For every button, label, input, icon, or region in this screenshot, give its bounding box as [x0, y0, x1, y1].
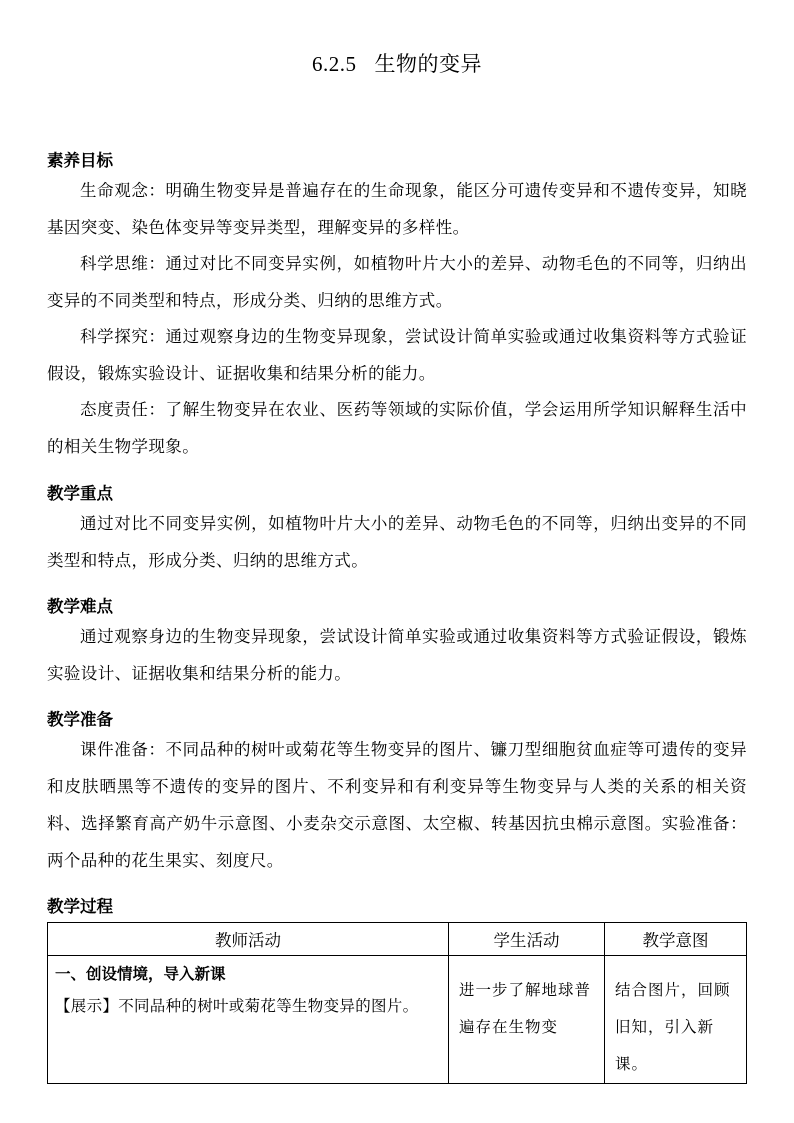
- teaching-process-table: [47, 922, 747, 1084]
- goal-paragraph: 科学思维：通过对比不同变异实例，如植物叶片大小的差异、动物毛色的不同等，归纳出变异的不同类型和特点，形成分类、归纳的思维方式。: [47, 254, 747, 310]
- student-activity-cell: [449, 956, 605, 1084]
- lesson-number: 6.2.5: [312, 52, 357, 76]
- header-teacher-activity: 教师活动: [48, 923, 449, 956]
- key-points-paragraph: 通过对比不同变异实例，如植物叶片大小的差异、动物毛色的不同等，归纳出变异的不同类型和特点，形成分类、归纳的思维方式。: [47, 514, 747, 570]
- section-heading-process: 教学过程: [47, 897, 113, 916]
- goal-paragraph: 生命观念：明确生物变异是普遍存在的生命现象，能区分可遗传变异和不遗传变异，知晓基因突变、染色体变异等变异类型，理解变异的多样性。: [47, 181, 747, 237]
- teaching-intent-cell: [605, 956, 747, 1084]
- teacher-activity-cell: [48, 956, 449, 1084]
- difficulties-paragraph: 通过观察身边的生物变异现象，尝试设计简单实验或通过收集资料等方式验证假设，锻炼实验设计、证据收集和结果分析的能力。: [47, 627, 747, 683]
- header-student-activity: 学生活动: [449, 923, 605, 956]
- student-activity-text: 进一步了解地球普遍存在生物变: [459, 981, 592, 1036]
- lesson-title: 生物的变异: [374, 52, 482, 76]
- table-row: [48, 956, 747, 1084]
- section-heading-key-points: 教学重点: [47, 484, 113, 503]
- section-heading-preparation: 教学准备: [47, 710, 113, 729]
- teaching-intent-text: 结合图片，回顾旧知，引入新课。: [615, 981, 731, 1073]
- header-teaching-intent: 教学意图: [605, 923, 747, 956]
- section-heading-goals: 素养目标: [47, 151, 113, 170]
- section-heading-difficulties: 教学难点: [47, 597, 113, 616]
- page-title: [0, 48, 794, 78]
- goal-paragraph: 科学探究：通过观察身边的生物变异现象，尝试设计简单实验或通过收集资料等方式验证假设，锻炼实验设计、证据收集和结果分析的能力。: [47, 327, 747, 383]
- preparation-paragraph: 课件准备：不同品种的树叶或菊花等生物变异的图片、镰刀型细胞贫血症等可遗传的变异和皮肤晒黑等不遗传的变异的图片、不利变异和有利变异等生物变异与人类的关系的相关资料、选择繁育高产奶牛示意图、小麦杂交示意图、太空椒、转基因抗虫棉示意图。实验准备：两个品种的花生果实、刻度尺。: [47, 740, 747, 870]
- step-heading: 一、创设情境，导入新课: [55, 965, 226, 983]
- teacher-activity-text: 【展示】不同品种的树叶或菊花等生物变异的图片。: [55, 997, 419, 1015]
- goal-paragraph: 态度责任：了解生物变异在农业、医药等领域的实际价值，学会运用所学知识解释生活中的相关生物学现象。: [47, 400, 747, 456]
- table-header-row: [48, 923, 747, 956]
